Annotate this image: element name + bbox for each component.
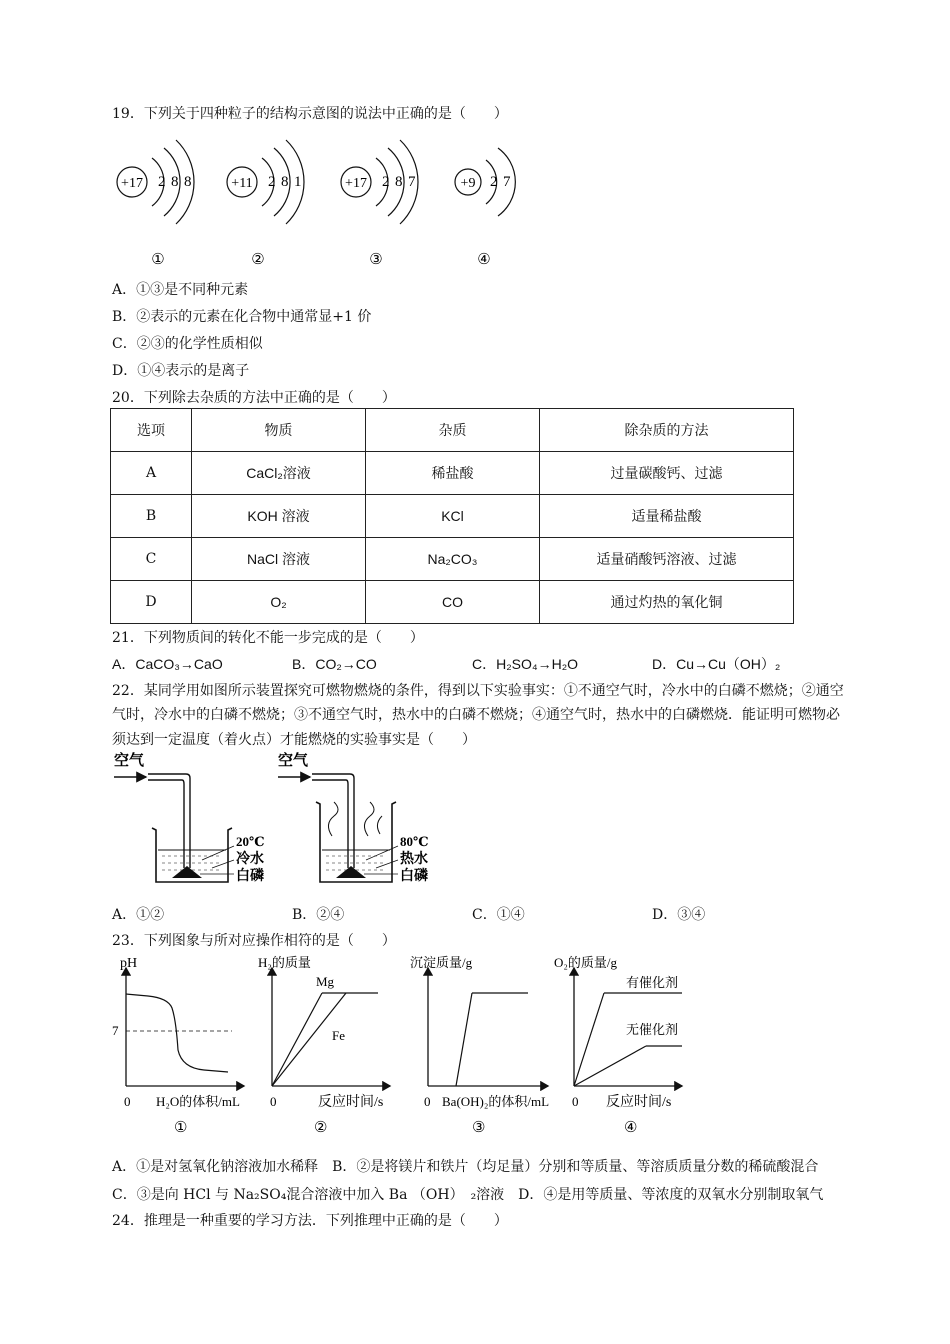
atom-shell: 2 bbox=[382, 174, 390, 190]
atom-diagram-1 bbox=[117, 140, 194, 268]
q21-stem: 21．下列物质间的转化不能一步完成的是（ ） bbox=[112, 630, 424, 646]
table-cell: C bbox=[111, 538, 192, 581]
q19-option-c: C．②③的化学性质相似 bbox=[112, 336, 263, 352]
atom-label: ④ bbox=[477, 252, 491, 268]
atom-label: ② bbox=[251, 252, 265, 268]
table-header-cell: 杂质 bbox=[366, 409, 540, 452]
air-label: 空气 bbox=[278, 753, 309, 769]
graph-xlabel: 反应时间/s bbox=[318, 1095, 384, 1110]
table-cell: 适量稀盐酸 bbox=[540, 495, 794, 538]
atom-diagram-3 bbox=[341, 140, 418, 268]
table-cell: CO bbox=[366, 581, 540, 624]
table-header-cell: 物质 bbox=[192, 409, 366, 452]
q23-options-line-2: C．③是向 HCl 与 Na₂SO₄混合溶液中加入 Ba （OH） ₂溶液 D．④是用等质量、等浓度的双氧水分别制取氧气 bbox=[112, 1187, 824, 1203]
table-cell: 稀盐酸 bbox=[366, 452, 540, 495]
table-cell: KOH 溶液 bbox=[192, 495, 366, 538]
atom-shell: 2 bbox=[490, 174, 498, 190]
graph-ylabel: pH bbox=[120, 956, 138, 971]
table-cell: 通过灼热的氧化铜 bbox=[540, 581, 794, 624]
q19-option-d: D．①④表示的是离子 bbox=[112, 363, 250, 379]
q22-apparatus bbox=[112, 750, 452, 890]
graph-ylabel: 沉淀质量/g bbox=[410, 955, 473, 970]
table-row bbox=[111, 538, 794, 581]
graph-xlabel: H₂O的体积/mL bbox=[156, 1094, 240, 1109]
q20-stem: 20．下列除去杂质的方法中正确的是（ ） bbox=[112, 390, 396, 406]
q21-option-b: B．CO₂→CO bbox=[292, 656, 377, 672]
graph-precipitate bbox=[410, 955, 549, 1136]
q19-stem: 19．下列关于四种粒子的结构示意图的说法中正确的是（ ） bbox=[112, 106, 508, 122]
q22-stem-line-2: 气时，冷水中的白磷不燃烧；③不通空气时，热水中的白磷不燃烧；④通空气时，热水中的白磷燃烧．能证明可燃物必 bbox=[112, 707, 840, 723]
graph-origin: 0 bbox=[270, 1094, 277, 1109]
q22-option-a: A．①② bbox=[112, 907, 165, 923]
graph-label: ④ bbox=[624, 1120, 638, 1136]
graph-series-label: 无催化剂 bbox=[626, 1022, 679, 1037]
graph-label: ① bbox=[174, 1120, 188, 1136]
q23-stem: 23．下列图象与所对应操作相符的是（ ） bbox=[112, 933, 396, 949]
atom-shell: 7 bbox=[408, 174, 416, 190]
table-cell: A bbox=[111, 452, 192, 495]
beaker-cold-water bbox=[114, 751, 265, 884]
table-cell: CaCl₂溶液 bbox=[192, 452, 366, 495]
q22-stem-line-3: 须达到一定温度（着火点）才能燃烧的实验事实是（ ） bbox=[112, 732, 476, 748]
q20-table bbox=[110, 408, 794, 624]
graph-origin: 0 bbox=[124, 1094, 131, 1109]
table-cell: NaCl 溶液 bbox=[192, 538, 366, 581]
graph-ylabel: O₂的质量/g bbox=[554, 955, 618, 970]
atom-nucleus: +17 bbox=[121, 176, 143, 191]
temperature-label: 20℃ bbox=[236, 834, 265, 849]
graph-mark: 7 bbox=[112, 1023, 119, 1038]
atom-shell: 2 bbox=[158, 174, 166, 190]
atom-diagram-4 bbox=[455, 148, 515, 268]
atom-shell: 2 bbox=[268, 174, 276, 190]
atom-nucleus: +11 bbox=[231, 176, 253, 191]
table-row bbox=[111, 452, 794, 495]
table-cell: D bbox=[111, 581, 192, 624]
graph-series-label: Mg bbox=[316, 974, 335, 989]
table-cell: 适量硝酸钙溶液、过滤 bbox=[540, 538, 794, 581]
q19-atom-diagrams bbox=[108, 130, 528, 270]
graph-origin: 0 bbox=[572, 1094, 579, 1109]
table-header-cell: 选项 bbox=[111, 409, 192, 452]
graph-oxygen bbox=[554, 955, 682, 1136]
q22-options bbox=[112, 904, 832, 924]
atom-shell: 8 bbox=[184, 174, 192, 190]
atom-shell: 8 bbox=[395, 174, 403, 190]
q23-options-line-1: A．①是对氢氧化钠溶液加水稀释 B．②是将镁片和铁片（均足量）分别和等质量、等溶质质量分数的稀硫酸混合 bbox=[112, 1159, 819, 1175]
atom-nucleus: +9 bbox=[460, 176, 476, 191]
beaker-hot-water bbox=[278, 751, 429, 884]
table-row bbox=[111, 581, 794, 624]
water-label: 冷水 bbox=[236, 852, 264, 867]
graph-series-label: 有催化剂 bbox=[626, 975, 679, 990]
atom-nucleus: +17 bbox=[345, 176, 367, 191]
graph-xlabel: 反应时间/s bbox=[606, 1095, 672, 1110]
air-label: 空气 bbox=[114, 753, 145, 769]
table-cell: 过量碳酸钙、过滤 bbox=[540, 452, 794, 495]
graph-hydrogen bbox=[258, 955, 390, 1136]
q23-graphs bbox=[108, 950, 708, 1140]
phosphorus-label: 白磷 bbox=[236, 869, 264, 884]
graph-series-label: Fe bbox=[332, 1028, 345, 1043]
graph-ylabel: H₂的质量 bbox=[258, 955, 311, 970]
phosphorus-label: 白磷 bbox=[400, 869, 428, 884]
atom-shell: 7 bbox=[503, 174, 511, 190]
atom-label: ① bbox=[151, 252, 165, 268]
q21-options bbox=[112, 654, 832, 674]
table-cell: Na₂CO₃ bbox=[366, 538, 540, 581]
q22-option-c: C．①④ bbox=[472, 907, 525, 923]
atom-diagram-2 bbox=[227, 140, 304, 268]
water-label: 热水 bbox=[400, 852, 428, 867]
q22-option-b: B．②④ bbox=[292, 907, 345, 923]
table-cell: O₂ bbox=[192, 581, 366, 624]
q19-option-b: B．②表示的元素在化合物中通常显+1 价 bbox=[112, 309, 372, 325]
table-row bbox=[111, 495, 794, 538]
q21-option-d: D．Cu→Cu（OH）₂ bbox=[652, 656, 781, 672]
graph-label: ③ bbox=[472, 1120, 486, 1136]
q22-option-d: D．③④ bbox=[652, 907, 706, 923]
table-header-cell: 除杂质的方法 bbox=[540, 409, 794, 452]
q19-option-a: A．①③是不同种元素 bbox=[112, 282, 249, 298]
q24-stem: 24．推理是一种重要的学习方法．下列推理中正确的是（ ） bbox=[112, 1213, 508, 1229]
atom-shell: 1 bbox=[294, 174, 302, 190]
q21-option-a: A．CaCO₃→CaO bbox=[112, 656, 223, 672]
q22-stem-line-1: 22．某同学用如图所示装置探究可燃物燃烧的条件，得到以下实验事实：①不通空气时，冷水中的白磷不燃烧；②通空 bbox=[112, 683, 844, 699]
graph-origin: 0 bbox=[424, 1094, 431, 1109]
table-cell: B bbox=[111, 495, 192, 538]
atom-label: ③ bbox=[369, 252, 383, 268]
atom-shell: 8 bbox=[171, 174, 179, 190]
table-header-row bbox=[111, 409, 794, 452]
temperature-label: 80℃ bbox=[400, 834, 429, 849]
table-cell: KCl bbox=[366, 495, 540, 538]
graph-ph bbox=[112, 956, 244, 1136]
atom-shell: 8 bbox=[281, 174, 289, 190]
graph-xlabel: Ba(OH)₂的体积/mL bbox=[442, 1094, 550, 1109]
q21-option-c: C．H₂SO₄→H₂O bbox=[472, 656, 579, 672]
graph-label: ② bbox=[314, 1120, 328, 1136]
